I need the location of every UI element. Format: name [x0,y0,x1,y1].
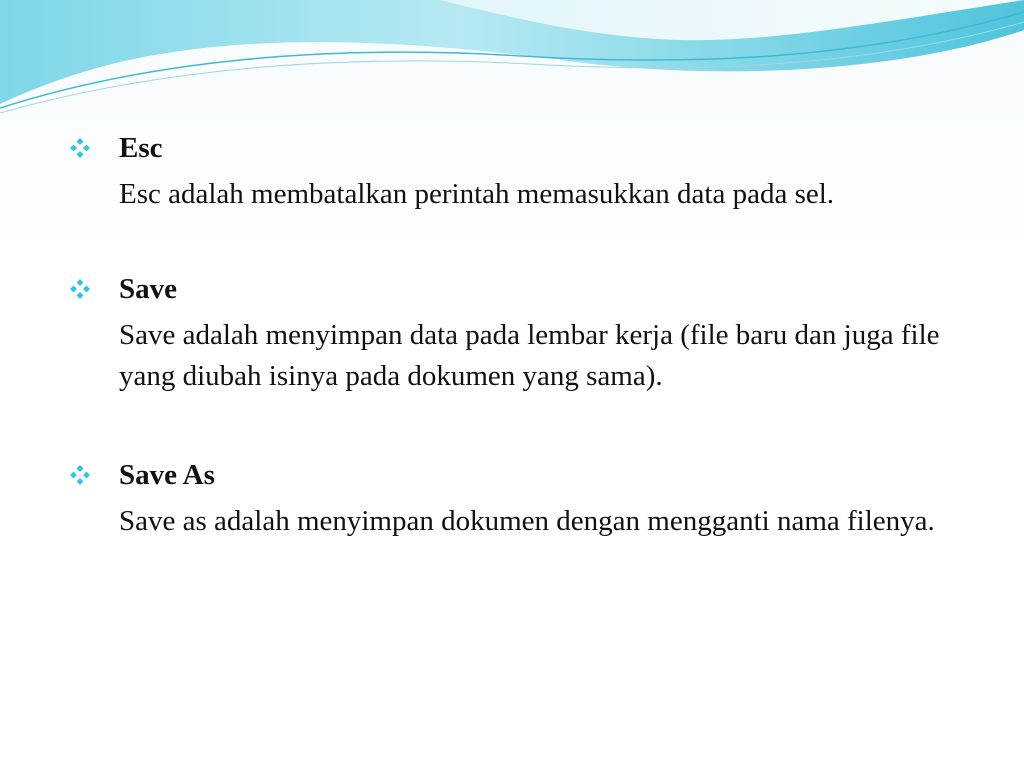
list-item [68,267,988,397]
content-area [68,126,988,542]
item-term: Esc [119,132,163,164]
list-item [68,126,988,215]
bullet-row [68,126,988,170]
item-term: Save [119,273,177,305]
four-diamond-bullet-icon [68,463,92,487]
bullet-row [68,267,988,311]
header-wave-decoration [0,0,1024,120]
bullet-row [68,453,988,497]
item-description: Save as adalah menyimpan dokumen dengan mengganti nama filenya. [119,505,935,537]
item-term: Save As [119,459,215,491]
four-diamond-bullet-icon [68,277,92,301]
list-item [68,453,988,542]
item-description: Esc adalah membatalkan perintah memasukkan data pada sel. [119,178,835,210]
four-diamond-bullet-icon [68,136,92,160]
item-description: Save adalah menyimpan data pada lembar kerja (file baru dan juga file yang diubah isinya pada dokumen yang sama). [119,319,940,392]
